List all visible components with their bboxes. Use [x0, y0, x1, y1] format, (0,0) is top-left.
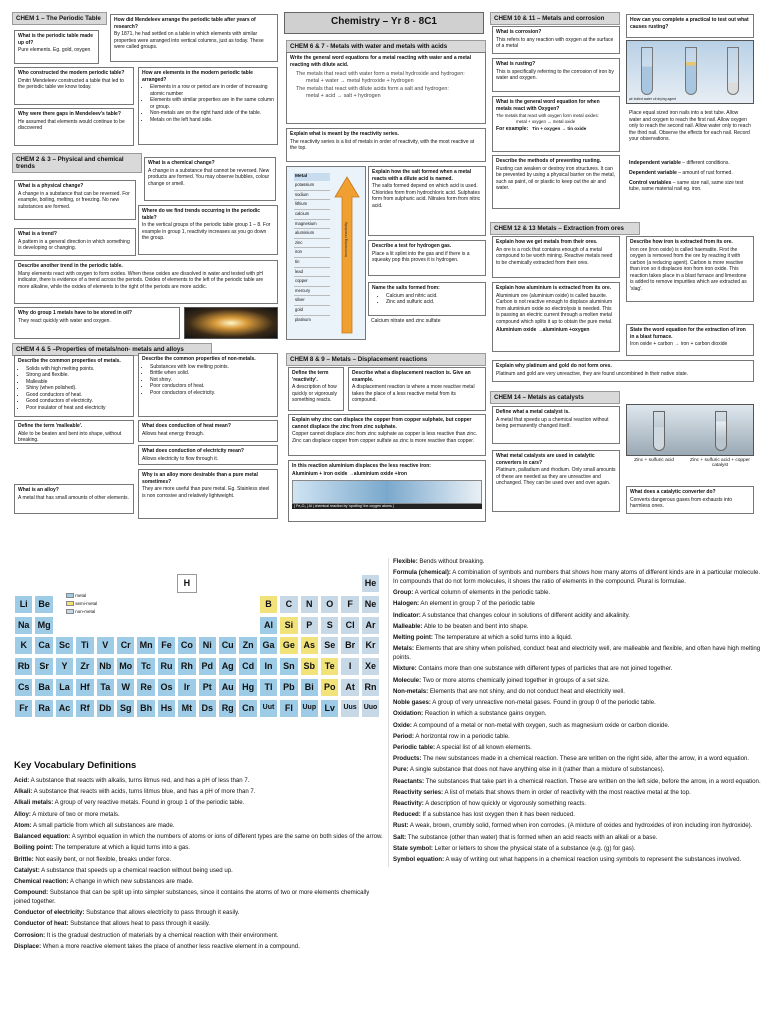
- vocab-entry: Displace: When a more reactive element takes the place of another less reactive element in a compound.: [14, 942, 300, 950]
- vocab-entry: Reactivity: A description of how quickly or vigorously something reacts.: [393, 800, 587, 808]
- element-cell: Xe: [361, 657, 380, 676]
- vocab-entry: Mixture: Contains more than one substance with different types of particles that are not joined together.: [393, 665, 673, 673]
- element-cell: Ba: [34, 678, 53, 697]
- chem1-q1: What is the periodic table made up of? Pure elements. Eg. gold, oxygen: [14, 30, 99, 64]
- chem4-q3: What does conduction of heat mean? Allows heat energy through.: [138, 420, 278, 442]
- element-cell: Pd: [198, 657, 217, 676]
- vocab-entry: Salt: The substance (other than water) that is formed when an acid reacts with an alkali or a base.: [393, 833, 658, 841]
- element-cell: Rb: [14, 657, 33, 676]
- chem4-q4: What does conduction of electricity mean? Allows electricity to flow through it.: [138, 445, 278, 465]
- chem12-header: CHEM 12 & 13 Metals – Extraction from ores: [490, 222, 640, 235]
- element-cell: Zn: [238, 636, 257, 655]
- element-cell: Ru: [157, 657, 176, 676]
- catalyst-caption-1: Zinc + sulfuric acid: [634, 458, 674, 463]
- chem2-header: CHEM 2 & 3 – Physical and chemical trends: [12, 153, 142, 173]
- element-cell: I: [340, 657, 359, 676]
- element-cell: Uut: [259, 699, 278, 718]
- element-cell: Hf: [75, 678, 94, 697]
- element-cell: Uuo: [361, 699, 380, 718]
- element-cell: Nb: [96, 657, 115, 676]
- element-cell: Al: [259, 616, 278, 635]
- element-cell: Mg: [34, 616, 53, 635]
- chem10-q4: What is the general word equation for when metals react with Oxygen? The metals that react with oxygen form metal oxides: metal + oxygen → metal oxide For example: Tin + oxygen → tin oxide: [492, 96, 620, 152]
- chem6-q5-box: Name the salts formed from: • Calcium and nitric acid. • Zinc and sulfuric acid.: [368, 282, 486, 316]
- element-cell: Cn: [238, 699, 257, 718]
- element-cell: Li: [14, 595, 33, 614]
- element-cell: C: [279, 595, 298, 614]
- element-cell: Cd: [238, 657, 257, 676]
- element-cell: Rn: [361, 678, 380, 697]
- chem2-q2: What is a chemical change? A change in a substance that cannot be reversed. New products are formed. You may observe bubbles, colour change or smell.: [144, 157, 276, 201]
- element-cell: Ge: [279, 636, 298, 655]
- element-cell: Mo: [116, 657, 135, 676]
- element-cell: Rf: [75, 699, 94, 718]
- chem8-header: CHEM 8 & 9 – Metals – Displacement reactions: [286, 353, 486, 366]
- page-title: Chemistry – Yr 8 - 8C1: [284, 12, 484, 34]
- vocab-entry: Periodic table: A special list of all known elements.: [393, 743, 532, 751]
- vocab-entry: Alkali metals: A group of very reactive metals. Found in group 1 of the periodic table.: [14, 799, 245, 807]
- element-cell: B: [259, 595, 278, 614]
- vocab-entry: Balanced equation: A symbol equation in which the numbers of atoms or ions of different types are the same on both sides of the arrow.: [14, 833, 383, 841]
- element-cell: Hg: [238, 678, 257, 697]
- element-cell: Bi: [300, 678, 319, 697]
- rusting-experiment-image: [626, 40, 754, 104]
- element-cell: At: [340, 678, 359, 697]
- element-cell: Uup: [300, 699, 319, 718]
- vocab-entry: State symbol: Letter or letters to show the physical state of a substance (e.g. (g) for gas).: [393, 844, 636, 852]
- arrow-label: increasing reactivity: [343, 221, 348, 257]
- element-cell: Sg: [116, 699, 135, 718]
- vocab-entry: Formula (chemical): A combination of symbols and numbers that shows how many atoms of different kinds are in a particular molecule. In compounds that do not form molecules, it shows the ratio of elements in the compound. Plural is formulae.: [393, 569, 761, 586]
- vocab-entry: Melting point: The temperature at which a solid turns into a liquid.: [393, 634, 573, 642]
- element-cell: Se: [320, 636, 339, 655]
- chem1-header: CHEM 1 – The Periodic Table: [12, 12, 107, 25]
- element-cell: Si: [279, 616, 298, 635]
- vocab-entry: Malleable: Able to be beaten and bent into shape.: [393, 622, 529, 630]
- vocab-entry: Reactivity series: A list of metals that shows them in order of reactivity with the most reactive metal at the top.: [393, 788, 691, 796]
- chem1-q2: How did Mendeleev arrange the periodic table after years of research? By 1871, he had settled on a table in which elements with similar properties were arranged into vertical columns, just as today. These were called groups.: [110, 14, 278, 62]
- element-cell: Ra: [34, 699, 53, 718]
- element-cell: Fl: [279, 699, 298, 718]
- element-cell: V: [96, 636, 115, 655]
- element-cell: Re: [136, 678, 155, 697]
- vocab-left-panel: [14, 760, 386, 954]
- element-cell: Ga: [259, 636, 278, 655]
- element-cell: Zr: [75, 657, 94, 676]
- element-cell: Ni: [198, 636, 217, 655]
- chem6-q4: Describe a test for hydrogen gas. Place a lit splint into the gas and if there is a squeaky pop this proves it is hydrogen.: [368, 240, 486, 276]
- element-cell: Pt: [198, 678, 217, 697]
- tubes-caption: air boiled water oil drying agent: [629, 97, 676, 101]
- vocab-entry: Catalyst: A substance that speeds up a chemical reaction without being used up.: [14, 866, 233, 874]
- chem8-q3: Explain why zinc can displace the copper from copper sulphate, but copper cannot displace the zinc from zinc sulphate. Copper cannot displace zinc from zinc sulphate as copper is less reactive than zinc. Zinc can displace copper from copper sulfate as zinc is more reactive than copper.: [288, 414, 486, 456]
- element-cell: Fe: [157, 636, 176, 655]
- element-cell: Sb: [300, 657, 319, 676]
- element-cell: Ne: [361, 595, 380, 614]
- chem8-q2: Describe what a displacement reaction is. Give an example. A displacement reaction is where a more reactive metal takes the place of a less reactive metal from its compound.: [348, 367, 486, 411]
- rust-variables: Independent variable – different conditions. Dependent variable – amount of rust formed. Control variables – same size nail, same size test tube, same material nail eg. iron.: [626, 158, 754, 210]
- element-cell: Be: [34, 595, 53, 614]
- vocab-entry: Reduced: If a substance has lost oxygen then it has been reduced.: [393, 811, 575, 819]
- element-cell: Rg: [218, 699, 237, 718]
- chem12-q2: Describe how iron is extracted from its ore. Iron ore (iron oxide) is called haematite. First the oxygen is removed from the ore by reacting it with carbon (a reducing agent). Carbon is more reactive than iron so it displaces iron from iron oxide. This reaction takes place in a blast furnace and limestone is added to remove impurities which are extracted as 'slag'.: [626, 236, 754, 302]
- element-cell: Cr: [116, 636, 135, 655]
- element-cell: As: [300, 636, 319, 655]
- vocab-entry: Oxidation: Reaction in which a substance gains oxygen.: [393, 710, 547, 718]
- vocab-entry: Acid: A substance that reacts with alkalis, turns litmus red, and has a pH of less than 7.: [14, 777, 250, 784]
- vocab-entry: Alkali: A substance that reacts with acids, turns litmus blue, and has a pH of more than 7.: [14, 788, 256, 796]
- element-cell: Ir: [177, 678, 196, 697]
- chem4-q5: Define the term 'malleable'. Able to be beaten and bent into shape, without breaking.: [14, 420, 134, 444]
- element-cell: Y: [55, 657, 74, 676]
- chem10-q3: What is rusting? This is specifically referring to the corrosion of iron by water and oxygen.: [492, 58, 620, 92]
- element-cell: Fr: [14, 699, 33, 718]
- chem6-q3: Explain how the salt formed when a metal reacts with a dilute acid is named. The salts formed depend on which acid is used. Chlorides form from hydrochloric acid. Sulphates form from sulphuric acid. Nitrates form from nitric acid.: [368, 166, 486, 236]
- element-cell: N: [300, 595, 319, 614]
- chem1-q4: How are elements in the modern periodic table arranged? • Elements in a row or period are in order of increasing atomic number • Elements with similar properties are in the same column or group. • Non-metals are on the right hand side of the table. • Metals on the left hand side.: [138, 67, 278, 145]
- chem6-q5: Calcium nitrate and zinc sulfate: [368, 318, 486, 340]
- element-cell: Uus: [340, 699, 359, 718]
- element-cell: Au: [218, 678, 237, 697]
- chem12-q3: Explain how aluminium is extracted from its ore. Aluminium ore (aluminium oxide) is called bauxite. Carbon is not reactive enough to displace aluminium from aluminium oxide so electrolysis is needed. This is passing an electric current through a molten metal compound which splits it up to obtain the pure metal. Aluminium oxide →aluminium +oxygen: [492, 282, 620, 352]
- vocab-title: Key Vocabulary Definitions: [14, 760, 137, 771]
- vocab-entry: Conductor of heat: Substance that allows heat to pass through it easily.: [14, 920, 210, 928]
- element-cell: Na: [14, 616, 33, 635]
- element-cell: Lv: [320, 699, 339, 718]
- vocab-entry: Reactants: The substances that take part in a chemical reaction. These are written on the left side, before the arrow, in a word equation.: [393, 777, 761, 785]
- element-cell: O: [320, 595, 339, 614]
- chem6-q2: Explain what is meant by the reactivity series. The reactivity series is a list of metals in order of reactivity, with the most reactive at the top.: [286, 128, 486, 162]
- chem10-header: CHEM 10 & 11 – Metals and corrosion: [490, 12, 620, 25]
- element-cell: Te: [320, 657, 339, 676]
- thermite-diagram: [292, 480, 482, 504]
- vocab-entry: Metals: Elements that are shiny when polished, conduct heat and electricity well, are malleable and flexible, and often have high melting points.: [393, 645, 761, 662]
- chem8-q4: In this reaction aluminium displaces the less reactive iron: Aluminium + iron oxide →aluminium oxide +iron [ Fe₂O₃ | Al | chemical reaction by 'spotting' the oxygen atoms ]: [288, 460, 486, 522]
- chem4-q1: Describe the common properties of metals. • Solids with high melting points. • Strong and flexible. • Malleable • Shiny (when polished). • Good conductors of heat. • Good conductors of electricity. • Poor insulator of heat and electricity: [14, 355, 134, 417]
- catalyst-experiment-image: [626, 404, 754, 456]
- element-cell: Cs: [14, 678, 33, 697]
- element-cell: H: [177, 574, 196, 593]
- diagram-caption: [ Fe₂O₃ | Al | chemical reaction by 'spotting' the oxygen atoms ]: [292, 504, 482, 509]
- vocab-entry: Flexible: Bends without breaking.: [393, 558, 485, 565]
- chem1-q5: Why were there gaps in Mendeleev's table? He assumed that elements would continue to be discovered: [14, 108, 134, 146]
- vocab-entry: Corrosion: It is the gradual destruction of materials by a chemical reaction with their environment.: [14, 931, 279, 939]
- element-cell: Os: [157, 678, 176, 697]
- rust-method: Place equal sized iron nails into a test tube. Allow water and oxygen to reach the first nail. Allow oxygen only to reach the second nail. Allow water only to reach the third nail. Observe the effects for each nail. Record your observations.: [626, 108, 754, 156]
- vocab-entry: Pure: A single substance that does not have anything else in it (rather than a mixture of substances).: [393, 766, 665, 774]
- chem8-q1: Define the term 'reactivity'. A description of how quickly or vigorously something reacts.: [288, 367, 344, 411]
- vocab-entry: Conductor of electricity: Substance that allows electricity to pass through it easily.: [14, 909, 240, 917]
- element-cell: Sr: [34, 657, 53, 676]
- vocab-entry: Products: The new substances made in a chemical reaction. These are written on the right side, after the arrow, in a word equation.: [393, 755, 750, 763]
- chem10-q1: What is corrosion? This refers to any reaction with oxygen at the surface of a metal: [492, 26, 620, 54]
- chem14-header: CHEM 14 – Metals as catalysts: [490, 391, 620, 404]
- element-cell: Ar: [361, 616, 380, 635]
- chem10-q2: How can you complete a practical to test out what causes rusting?: [626, 14, 754, 38]
- chem2-q3: What is a trend? A pattern in a general direction in which something is developing or changing.: [14, 228, 136, 256]
- periodic-legend: metal semi-metal non-metal: [66, 592, 97, 616]
- chem10-q5: Describe the methods of preventing rusting. Rusting can weaken or destroy iron structures. It can be prevented by using a physical barrier on the metal, such as paint, oil or plastic to keep out the air and water.: [492, 155, 620, 209]
- element-cell: Po: [320, 678, 339, 697]
- vocab-entry: Halogen: An element in group 7 of the periodic table: [393, 600, 535, 608]
- element-cell: Ca: [34, 636, 53, 655]
- chem4-q2: Describe the common properties of non-metals. • Substances with low melting points. • Brittle when solid. • Not shiny. • Poor conductors of heat. • Poor conductors of electricity.: [138, 353, 278, 417]
- vocab-entry: Brittle: Not easily bent, or not flexible, breaks under force.: [14, 855, 172, 863]
- chem2-q6: Why do group 1 metals have to be stored in oil? They react quickly with water and oxygen.: [14, 307, 180, 339]
- vocab-right-panel: [388, 558, 762, 867]
- element-cell: La: [55, 678, 74, 697]
- element-cell: Sn: [279, 657, 298, 676]
- vocab-entry: Compound: Substance that can be split up into simpler substances, since it contains the atoms of two or more elements chemically joined together.: [14, 889, 370, 906]
- element-cell: Kr: [361, 636, 380, 655]
- chem12-q4: State the word equation for the extraction of iron in a blast furnace. Iron oxide + carbon → iron + carbon dioxide: [626, 324, 754, 356]
- chem2-q5: Describe another trend in the periodic table. Many elements react with oxygen to form oxides. When these oxides are dissolved in water and tested with pH indicator, there is evidence of a trend across the periods. Oxides of elements to the left of the periodic table are more alkaline, while the oxides of elements to the right of the periods are more acidic.: [14, 260, 278, 304]
- chem14-q2: What metal catalysts are used in catalytic converters in cars? Platinum, palladium and rhodium. Only small amounts of these are needed as they are unreactive and unchanged. They can be used over and over again.: [492, 450, 620, 512]
- element-cell: Bh: [136, 699, 155, 718]
- element-cell: Cu: [218, 636, 237, 655]
- chem12-q1: Explain how we get metals from their ores. An ore is a rock that contains enough of a metal compound to be worth mining. Reactive metals need to be chemically extracted from their ores.: [492, 236, 620, 278]
- chem6-header: CHEM 6 & 7 - Metals with water and metals with acids: [286, 40, 486, 53]
- element-cell: Rh: [177, 657, 196, 676]
- element-cell: Ag: [218, 657, 237, 676]
- vocab-entry: Indicator: A substance that changes colour in solutions of different acidity and alkalinity.: [393, 611, 630, 619]
- chem4-header: CHEM 4 & 5 –Properties of metals/non- metals and alloys: [12, 343, 212, 356]
- chem14-q3: What does a catalytic converter do? Converts dangerous gases from exhausts into harmless ones.: [626, 486, 754, 514]
- element-cell: Br: [340, 636, 359, 655]
- element-cell: F: [340, 595, 359, 614]
- element-cell: Hs: [157, 699, 176, 718]
- element-cell: Co: [177, 636, 196, 655]
- chem4-q7: Why is an alloy more desirable than a pure metal sometimes? They are more useful than pure metal. Eg. Stainless steel is non corrosive and relatively lightweight.: [138, 469, 278, 519]
- element-cell: Mt: [177, 699, 196, 718]
- vocab-entry: Rust: A weak, brown, crumbly solid, formed when iron corrodes. (A mixture of oxides and hydroxides of iron including iron hydroxide).: [393, 822, 753, 830]
- element-cell: Ds: [198, 699, 217, 718]
- vocab-entry: Atom: A small particle from which all substances are made.: [14, 821, 175, 829]
- chem14-q1: Define what a metal catalyst is. A metal that speeds up a chemical reaction without being permanently changed itself.: [492, 406, 620, 444]
- vocab-entry: Alloy: A mixture of two or more metals.: [14, 810, 120, 818]
- element-cell: Mn: [136, 636, 155, 655]
- element-cell: Pb: [279, 678, 298, 697]
- element-cell: Tc: [136, 657, 155, 676]
- element-cell: He: [361, 574, 380, 593]
- chem2-q1: What is a physical change? A change in a substance that can be reversed. For example, boiling, melting, or freezing. No new substances are formed.: [14, 180, 136, 220]
- catalyst-caption-2: Zinc + sulfuric acid + copper catalyst: [690, 458, 750, 468]
- element-cell: S: [320, 616, 339, 635]
- vocab-entry: Chemical reaction: A change in which new substances are made.: [14, 877, 194, 885]
- sodium-flame-image: [184, 307, 278, 339]
- vocab-entry: Period: A horizontal row in a periodic table.: [393, 732, 510, 740]
- chem6-q1: Write the general word equations for a metal reacting with water and a metal reacting with dilute acid. The metals that react with water form a metal hydroxide and hydrogen: metal + water → metal hydroxide + hydrogen The metals that react with dilute acids form a salt and hydrogen: metal + acid → salt + hydrogen: [286, 52, 486, 124]
- element-cell: Sc: [55, 636, 74, 655]
- vocab-entry: Oxide: A compound of a metal or non-metal with oxygen, such as magnesium oxide or carbon dioxide.: [393, 721, 670, 729]
- element-cell: Ac: [55, 699, 74, 718]
- element-cell: W: [116, 678, 135, 697]
- vocab-entry: Noble gases: A group of very unreactive non-metal gases. Found in group 0 of the periodic table.: [393, 699, 656, 707]
- vocab-entry: Group: A vertical column of elements in the periodic table.: [393, 589, 551, 597]
- element-cell: Db: [96, 699, 115, 718]
- element-cell: K: [14, 636, 33, 655]
- reactivity-series-table: Metal potassium sodium lithium calcium magnesium aluminium zinc iron tin lead copper mercury silver gold platinum increasing reactivity: [286, 166, 366, 340]
- vocab-entry: Symbol equation: A way of writing out what happens in a chemical reaction using symbols to represent the substances involved.: [393, 856, 742, 864]
- element-cell: Tl: [259, 678, 278, 697]
- element-cell: In: [259, 657, 278, 676]
- vocab-entry: Non-metals: Elements that are not shiny, and do not conduct heat and electricity well.: [393, 687, 625, 695]
- element-cell: Ti: [75, 636, 94, 655]
- element-cell: Ta: [96, 678, 115, 697]
- vocab-entry: Molecule: Two or more atoms chemically joined together in groups of a set size.: [393, 676, 610, 684]
- chem2-q4: Where do we find trends occurring in the periodic table? In the vertical groups of the periodic table group 1 – 8. For example in group 1, reactivity increases as you go down the group.: [138, 205, 278, 255]
- chem12-q5: Explain why platinum and gold do not form ores. Platinum and gold are very unreactive, they are found uncombined in their native state.: [492, 360, 754, 382]
- element-cell: Cl: [340, 616, 359, 635]
- chem1-q3: Who constructed the modern periodic table? Dmitri Mendeleev constructed a table that led to the periodic table we know today.: [14, 67, 134, 105]
- element-cell: P: [300, 616, 319, 635]
- vocab-entry: Boiling point: The temperature at which a liquid turns into a gas.: [14, 844, 190, 852]
- chem4-q6: What is an alloy? A metal that has small amounts of other elements.: [14, 484, 134, 514]
